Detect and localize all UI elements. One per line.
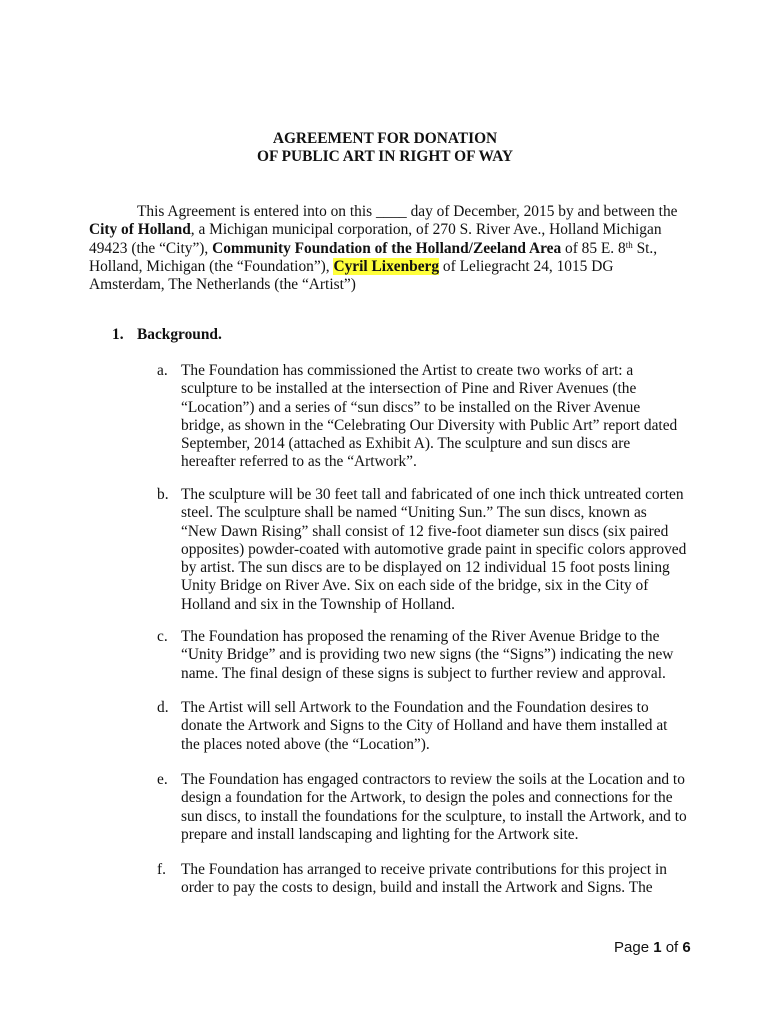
page-number-footer	[614, 939, 691, 957]
text-line: The Foundation has engaged contractors to review the soils at the Location and to	[181, 771, 685, 788]
list-item-text	[181, 699, 697, 754]
text-line: name. The final design of these signs is subject to further review and approval.	[181, 664, 666, 682]
list-marker: a.	[157, 362, 168, 379]
text-line: opposites) powder-coated with automotive grade paint in specific colors approved	[181, 540, 687, 558]
list-item-text	[181, 628, 697, 683]
section-heading-background	[112, 326, 222, 344]
text-line: Holland and six in the Township of Holland.	[181, 595, 455, 613]
text-line: Unity Bridge on River Ave. Six on each side of the bridge, six in the City of	[181, 577, 649, 595]
text-line: bridge, as shown in the “Celebrating Our Diversity with Public Art” report dated	[181, 416, 678, 434]
list-item-b	[157, 486, 697, 614]
list-marker: b.	[157, 486, 169, 503]
list-item-text	[181, 362, 697, 472]
list-marker: d.	[157, 699, 169, 716]
section-number: 1.	[112, 326, 124, 343]
intro-text: 49423 (the “City”),	[89, 239, 213, 257]
text-line: “Unity Bridge” and is providing two new signs (the “Signs”) indicating the new	[181, 646, 674, 664]
text-line: the places noted above (the “Location”).	[181, 735, 430, 753]
intro-line-2	[89, 221, 689, 239]
text-line: The Foundation has proposed the renaming of the River Avenue Bridge to the	[181, 628, 660, 645]
title-line-2: OF PUBLIC ART IN RIGHT OF WAY	[256, 148, 514, 166]
text-line: The Foundation has commissioned the Artist to create two works of art: a	[181, 362, 634, 379]
list-marker: f.	[157, 861, 166, 878]
party-city-name: City of Holland	[89, 221, 191, 239]
total-page-count: 6	[682, 939, 691, 956]
section-title: Background.	[137, 326, 222, 343]
intro-text: of Leliegracht 24, 1015 DG	[439, 257, 614, 275]
intro-text: of 85 E. 8	[561, 239, 626, 257]
text-line: sun discs, to install the foundations for the sculpture, to install the Artwork, and to	[181, 807, 687, 825]
party-artist-name-highlight: Cyril Lixenberg	[333, 257, 440, 275]
text-line: design a foundation for the Artwork, to design the poles and connections for the	[181, 789, 673, 807]
intro-line-3	[89, 240, 689, 258]
intro-line-1	[89, 203, 689, 221]
of-word: of	[661, 939, 683, 956]
intro-text: , a Michigan municipal corporation, of 270 S. River Ave., Holland Michigan	[190, 221, 662, 239]
list-item-text	[181, 771, 697, 844]
list-item-a	[157, 362, 697, 472]
text-line: sculpture to be installed at the intersection of Pine and River Avenues (the	[181, 380, 637, 398]
text-line: hereafter referred to as the “Artwork”.	[181, 453, 417, 471]
list-item-c	[157, 628, 697, 683]
intro-text: Amsterdam, The Netherlands (the “Artist”)	[89, 276, 356, 294]
text-line: The sculpture will be 30 feet tall and fabricated of one inch thick untreated corten	[181, 486, 684, 503]
list-item-f	[157, 861, 697, 898]
list-item-text	[181, 486, 697, 614]
ordinal-suffix: th	[625, 239, 633, 250]
text-line: “New Dawn Rising” shall consist of 12 five-foot diameter sun discs (six paired	[181, 522, 669, 540]
text-line: order to pay the costs to design, build and install the Artwork and Signs. The	[181, 879, 653, 897]
intro-line-4	[89, 258, 689, 276]
list-marker: c.	[157, 628, 168, 645]
text-line: prepare and install landscaping and lighting for the Artwork site.	[181, 825, 579, 843]
text-line: by artist. The sun discs are to be displayed on 12 individual 15 foot posts lining	[181, 559, 670, 577]
list-item-e	[157, 771, 697, 844]
intro-paragraph	[89, 203, 689, 294]
intro-text: Holland, Michigan (the “Foundation”),	[89, 257, 334, 275]
list-item-d	[157, 699, 697, 754]
text-line: steel. The sculpture shall be named “Uniting Sun.” The sun discs, known as	[181, 504, 647, 522]
page-word: Page	[614, 939, 654, 956]
title-line-1: AGREEMENT FOR DONATION	[272, 130, 498, 147]
text-line: The Foundation has arranged to receive private contributions for this project in	[181, 861, 667, 878]
text-line: September, 2014 (attached as Exhibit A). The sculpture and sun discs are	[181, 435, 631, 453]
list-marker: e.	[157, 771, 168, 788]
party-foundation-name: Community Foundation of the Holland/Zeeland Area	[212, 239, 562, 257]
intro-text: St.,	[632, 239, 658, 257]
text-line: The Artist will sell Artwork to the Foundation and the Foundation desires to	[181, 699, 649, 716]
text-line: “Location”) and a series of “sun discs” to be installed on the River Avenue	[181, 398, 641, 416]
current-page-number: 1	[653, 939, 662, 956]
document-title	[0, 130, 770, 167]
list-item-text	[181, 861, 697, 898]
intro-line-5	[89, 276, 689, 294]
text-line: donate the Artwork and Signs to the City of Holland and have them installed at	[181, 717, 668, 735]
intro-text: This Agreement is entered into on this ____ day of December, 2015 by and between the	[137, 203, 678, 220]
